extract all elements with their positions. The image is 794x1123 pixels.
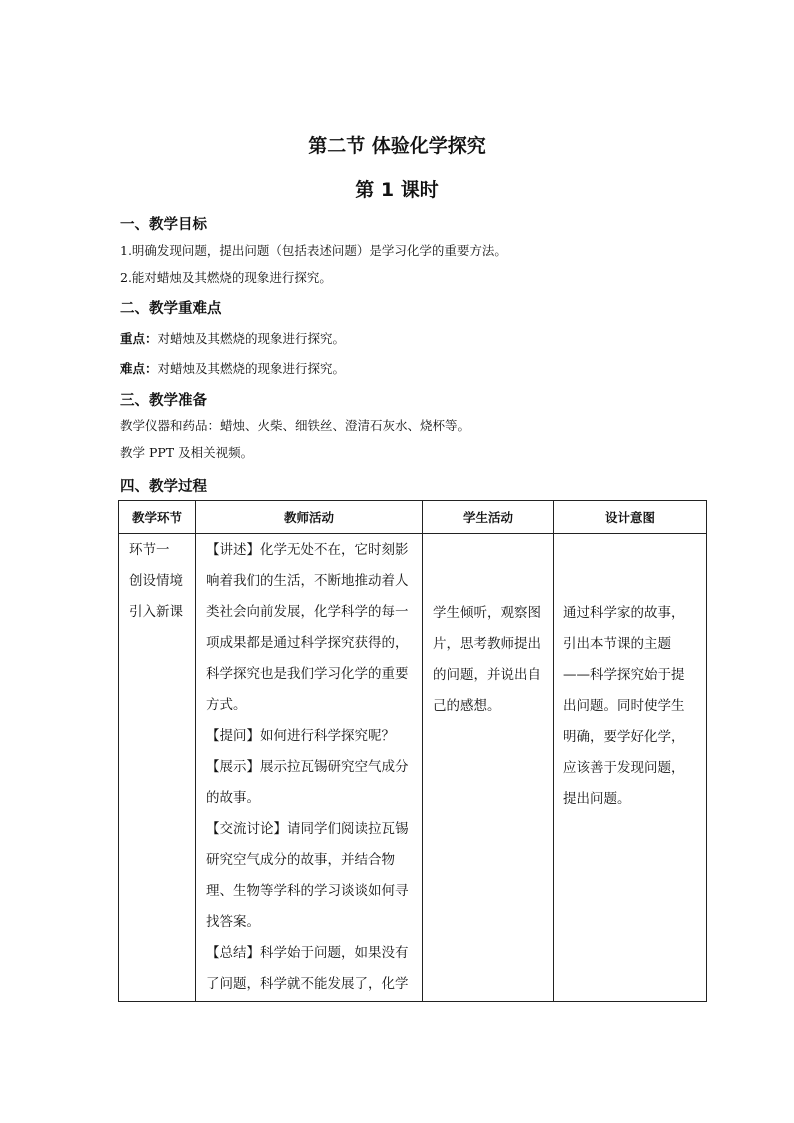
section-heading-key-points: 二、教学重难点 xyxy=(120,301,222,317)
section-heading-prep: 三、教学准备 xyxy=(120,393,207,409)
page-title: 第二节 体验化学探究 xyxy=(308,135,486,157)
student-activity-text: 学生倾听，观察图片，思考教师提出的问题，并说出自己的感想。 xyxy=(433,605,541,714)
stage-line: 创设情境 xyxy=(129,573,183,589)
design-intent-text: 通过科学家的故事，引出本节课的主题——科学探究始于提出问题。同时使学生明确，要学好化学，应该善于发现问题，提出问题。 xyxy=(563,605,685,807)
section-heading-process: 四、教学过程 xyxy=(120,479,207,495)
stage-line: 引入新课 xyxy=(129,604,183,620)
focus-text: 对蜡烛及其燃烧的现象进行探究。 xyxy=(157,331,346,346)
lesson-subtitle: 第 1 课时 xyxy=(355,179,439,201)
prep-item: 教学 PPT 及相关视频。 xyxy=(120,445,254,460)
goal-item: 1.明确发现问题，提出问题（包括表述问题）是学习化学的重要方法。 xyxy=(120,243,507,258)
column-header: 学生活动 xyxy=(423,501,554,534)
difficulty-text: 对蜡烛及其燃烧的现象进行探究。 xyxy=(157,361,346,376)
section-heading-goals: 一、教学目标 xyxy=(120,217,207,233)
teacher-paragraph: 【总结】科学始于问题，如果没有了问题，科学就不能发展了，化学 xyxy=(206,945,409,992)
design-intent-cell xyxy=(554,534,707,1002)
prep-item: 教学仪器和药品：蜡烛、火柴、细铁丝、澄清石灰水、烧杯等。 xyxy=(120,418,471,433)
column-header: 教师活动 xyxy=(196,501,423,534)
teacher-activity-cell xyxy=(196,534,423,1002)
difficulty-line xyxy=(120,359,345,377)
focus-label: 重点： xyxy=(120,331,158,346)
stage-line: 环节一 xyxy=(129,542,170,558)
column-header: 设计意图 xyxy=(554,501,707,534)
teacher-paragraph: 【交流讨论】请同学们阅读拉瓦锡研究空气成分的故事，并结合物理、生物等学科的学习谈谈如何寻找答案。 xyxy=(206,821,409,930)
goal-item: 2.能对蜡烛及其燃烧的现象进行探究。 xyxy=(120,270,332,285)
table-row xyxy=(119,534,707,1002)
teacher-paragraph: 【讲述】化学无处不在，它时刻影响着我们的生活，不断地推动着人类社会向前发展，化学科学的每一项成果都是通过科学探究获得的，科学探究也是我们学习化学的重要方式。 xyxy=(206,542,409,713)
teacher-paragraph: 【提问】如何进行科学探究呢？ xyxy=(206,728,395,744)
stage-cell xyxy=(119,534,196,1002)
column-header: 教学环节 xyxy=(119,501,196,534)
process-table xyxy=(118,500,707,1002)
teacher-paragraph: 【展示】展示拉瓦锡研究空气成分的故事。 xyxy=(206,759,409,806)
difficulty-label: 难点： xyxy=(120,361,158,376)
table-header-row xyxy=(119,501,707,534)
student-activity-cell xyxy=(423,534,554,1002)
focus-line xyxy=(120,329,345,347)
